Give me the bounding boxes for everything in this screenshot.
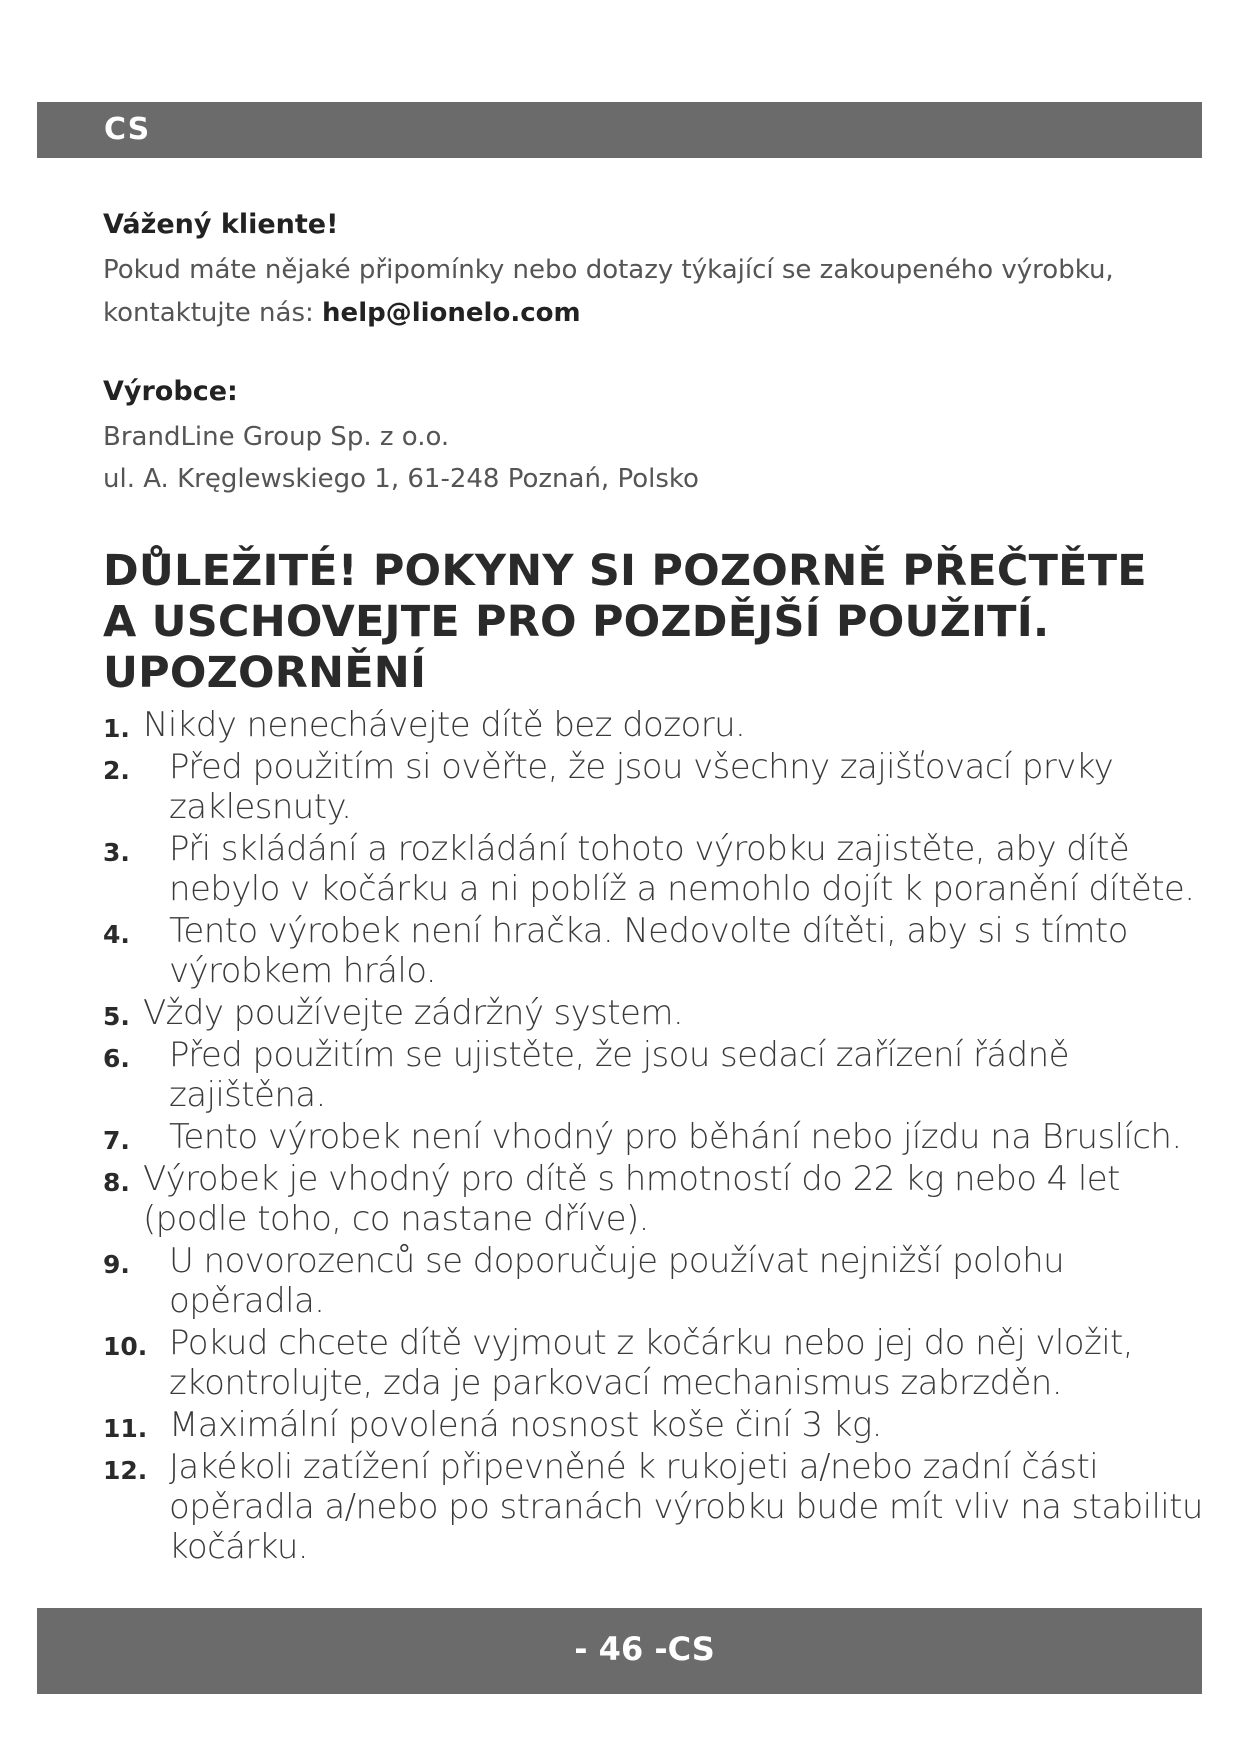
warning-text: Tento výrobek není vhodný pro běhání nebo jízdu na Bruslích.: [169, 1117, 1182, 1157]
warning-text: Výrobek je vhodný pro dítě s hmotností do 22 kg nebo 4 let (podle toho, co nastane dříve).: [143, 1159, 1120, 1239]
warning-item: [103, 1323, 1203, 1403]
warning-item: [103, 1159, 1203, 1239]
warning-number: 10.: [103, 1332, 148, 1361]
warning-item: [103, 911, 1203, 991]
warning-number: 2.: [103, 756, 130, 785]
manufacturer-street: ul. A. Kręglewskiego 1, 61-248 Poznań, Polsko: [103, 464, 699, 494]
warning-text: Nikdy nenechávejte dítě bez dozoru.: [143, 705, 746, 745]
footer-bar: [37, 1608, 1202, 1694]
warning-text: Pokud chcete dítě vyjmout z kočárku nebo jej do něj vložit, zkontrolujte, zda je parkovací mechanismus zabrzděn.: [169, 1323, 1133, 1403]
warning-number: 4.: [103, 920, 130, 949]
manufacturer-address: [103, 416, 1203, 500]
manufacturer-company: BrandLine Group Sp. z o.o.: [103, 422, 450, 452]
warning-text: Při skládání a rozkládání tohoto výrobku zajistěte, aby dítě nebylo v kočárku a ni poblíž a nemohlo dojít k poranění dítěte.: [169, 829, 1195, 909]
header-bar: [37, 102, 1202, 158]
warning-item: [103, 1117, 1203, 1157]
warning-text: Vždy používejte zádržný system.: [143, 993, 684, 1033]
page-number: - 46 -CS: [574, 1630, 715, 1668]
warning-list: [103, 705, 1203, 1567]
warning-text: Před použitím se ujistěte, že jsou sedací zařízení řádně zajištěna.: [169, 1035, 1069, 1115]
warning-item: [103, 1405, 1203, 1445]
warning-number: 7.: [103, 1126, 130, 1155]
greeting: Vážený kliente!: [103, 209, 339, 240]
warning-text: Maximální povolená nosnost koše činí 3 kg.: [169, 1405, 882, 1445]
warning-text: Tento výrobek není hračka. Nedovolte dítěti, aby si s tímto výrobkem hrálo.: [169, 911, 1128, 991]
warning-number: 6.: [103, 1044, 130, 1073]
warning-number: 3.: [103, 838, 130, 867]
contact-message: Pokud máte nějaké připomínky nebo dotazy týkající se zakoupeného výrobku, kontaktujte nás:: [103, 255, 1114, 328]
warning-number: 5.: [103, 1002, 130, 1031]
manufacturer-label: Výrobce:: [103, 376, 238, 407]
contact-email-link[interactable]: help@lionelo.com: [322, 298, 581, 328]
warning-number: 8.: [103, 1168, 130, 1197]
warning-number: 1.: [103, 714, 130, 743]
language-code: CS: [104, 112, 151, 147]
contact-text: [103, 249, 1203, 335]
warning-item: [103, 705, 1203, 745]
warning-item: [103, 1241, 1203, 1321]
warning-item: [103, 1035, 1203, 1115]
warning-text: Jakékoli zatížení připevněné k rukojeti a/nebo zadní části opěradla a/nebo po stranách výrobku bude mít vliv na stabilitu kočárku.: [169, 1447, 1203, 1567]
warning-number: 9.: [103, 1250, 130, 1279]
warning-text: U novorozenců se doporučuje používat nejnižší polohu opěradla.: [169, 1241, 1065, 1321]
page-content: [103, 205, 1203, 1569]
warning-number: 12.: [103, 1456, 148, 1485]
warning-item: [103, 747, 1203, 827]
warning-item: [103, 993, 1203, 1033]
warning-item: [103, 829, 1203, 909]
warning-text: Před použitím si ověřte, že jsou všechny zajišťovací prvky zaklesnuty.: [169, 747, 1114, 827]
important-heading: DŮLEŽITÉ! POKYNY SI POZORNĚ PŘEČTĚTE A USCHOVEJTE PRO POZDĚJŠÍ POUŽITÍ. UPOZORNĚNÍ: [103, 546, 1147, 698]
warning-item: [103, 1447, 1203, 1567]
warning-number: 11.: [103, 1414, 148, 1443]
